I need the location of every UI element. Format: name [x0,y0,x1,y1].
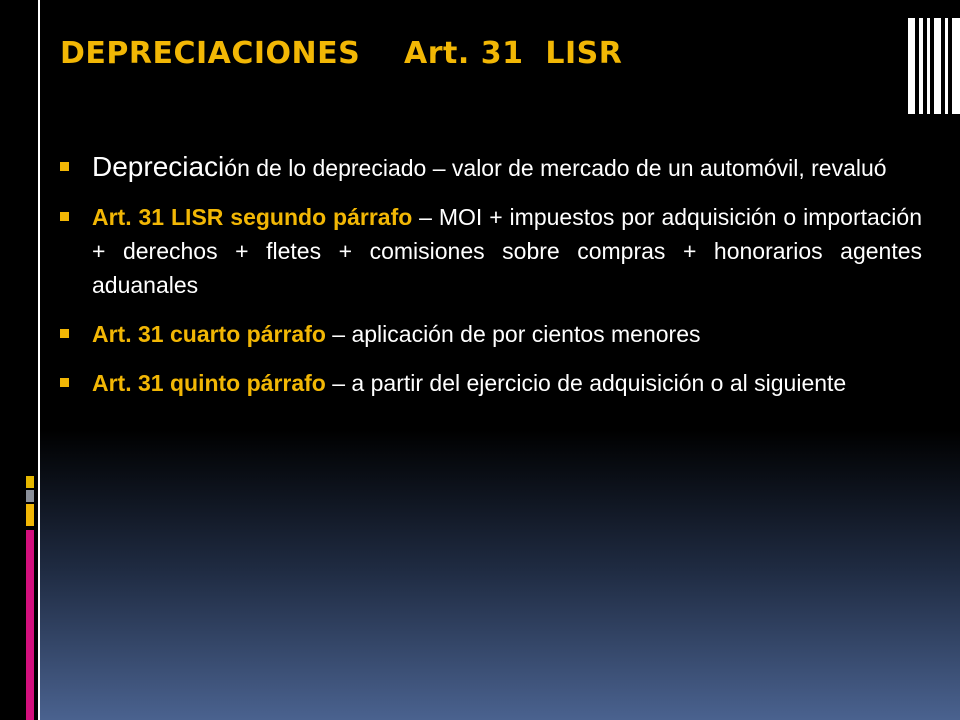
bullet-square-icon [60,329,69,338]
accent-bar-yellow-lower [26,504,34,526]
left-edge-line [38,0,40,720]
slide-title: DEPRECIACIONES Art. 31 LISR [60,36,623,71]
bullet-text: ón de lo depreciado – valor de mercado de un automóvil, revaluó [224,155,887,181]
bullet-square-icon [60,378,69,387]
bullet-item [60,200,922,302]
bullet-lead-text: Depreciaci [92,151,225,182]
bullet-highlight: Art. 31 LISR segundo párrafo [92,204,413,230]
bullet-item [60,317,922,351]
bullet-item [60,150,922,185]
bullet-text: – a partir del ejercicio de adquisición o al siguiente [325,370,847,396]
bullet-square-icon [60,212,69,221]
bullet-square-icon [60,162,69,171]
accent-bar-gray [26,490,34,502]
accent-bar-yellow [26,476,34,488]
corner-stripes-decoration [908,18,960,114]
bullet-list [60,150,922,415]
accent-bar-pink [26,530,34,720]
bullet-highlight: Art. 31 quinto párrafo [92,370,326,396]
bullet-text: – MOI + impuestos por adquisición o importación + derechos + fletes + comisiones sobre compras + honorarios agentes aduanales [92,204,923,298]
bullet-highlight: Art. 31 cuarto párrafo [92,321,326,347]
bullet-text: – aplicación de por cientos menores [325,321,701,347]
bullet-item [60,366,922,400]
